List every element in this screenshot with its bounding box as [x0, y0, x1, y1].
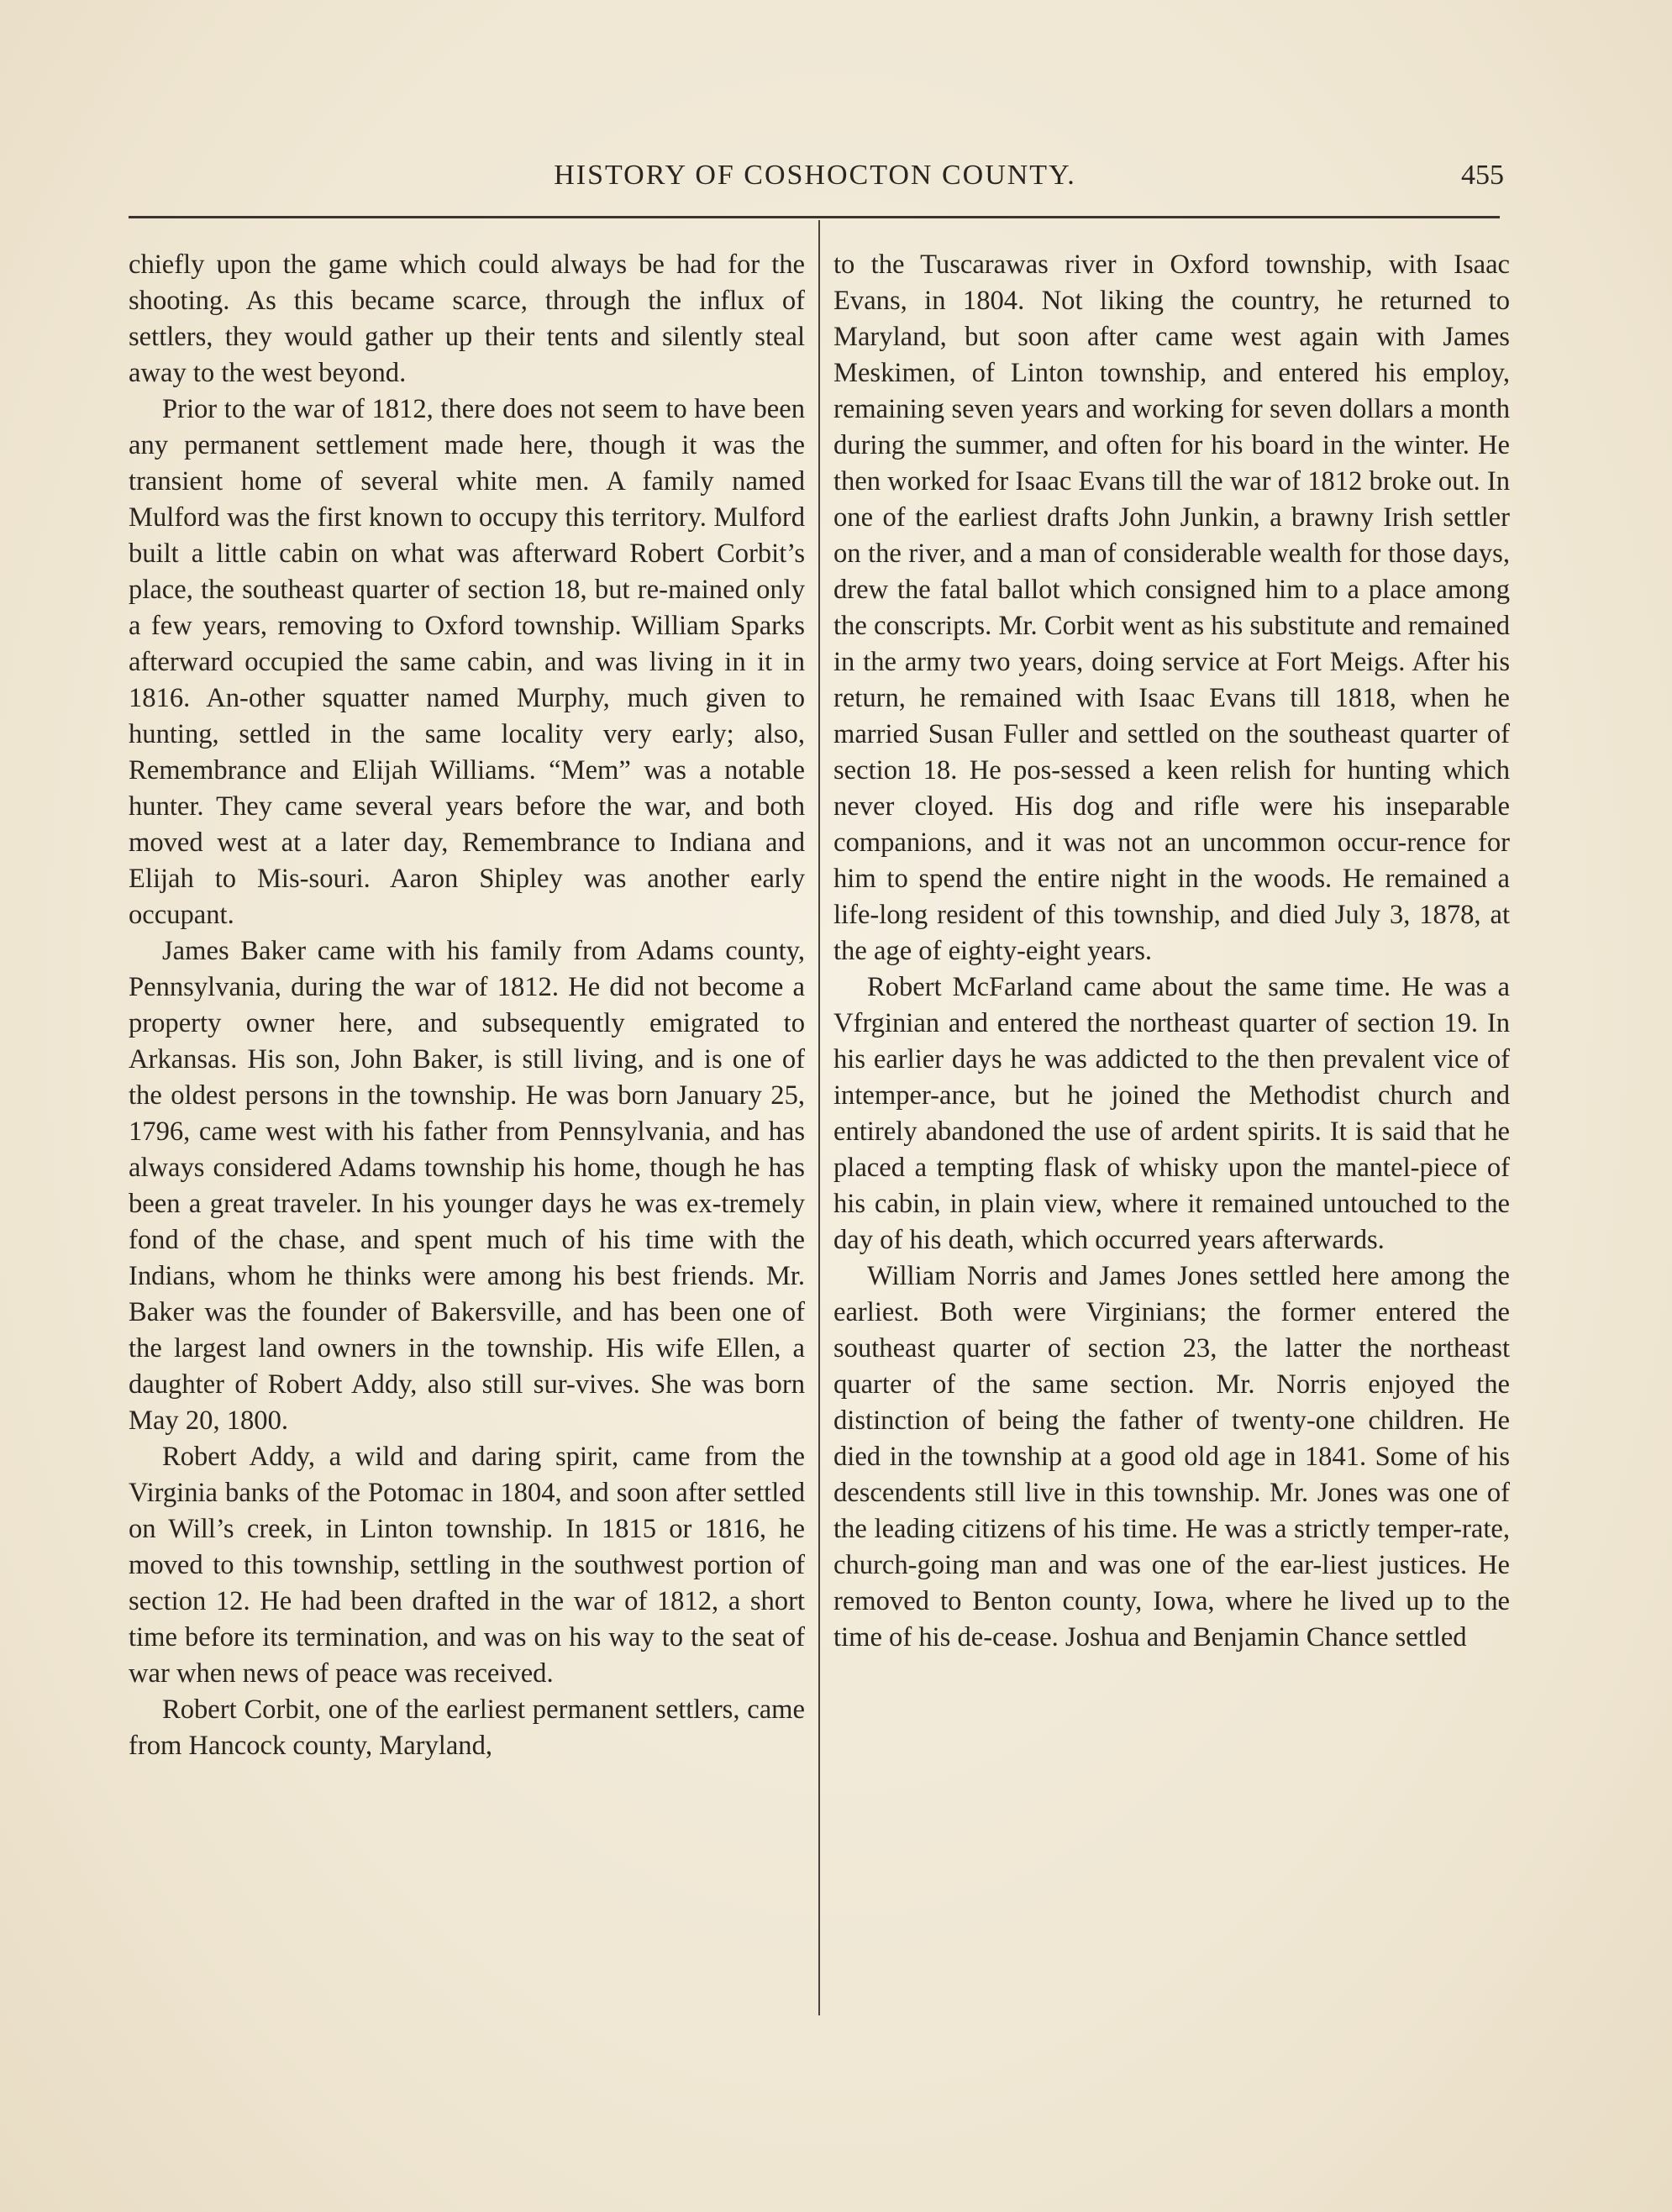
paragraph: chiefly upon the game which could always be had for the shooting. As this became scarce, through the influx of settlers, they would gather up their tents and silently steal away to the west beyond. [129, 250, 805, 388]
right-column [833, 247, 1510, 1656]
paragraph: to the Tuscarawas river in Oxford township, with Isaac Evans, in 1804. Not liking the country, he returned to Maryland, but soon after came west again with James Meskimen, of Linton township, and entered his employ, remaining seven years and working for seven dollars a month during the summer, and often for his board in the winter. He then worked for Isaac Evans till the war of 1812 broke out. In one of the earliest drafts John Junkin, a brawny Irish settler on the river, and a man of considerable wealth for those days, drew the fatal ballot which consigned him to a place among the conscripts. Mr. Corbit went as his substitute and remained in the army two years, doing service at Fort Meigs. After his return, he remained with Isaac Evans till 1818, when he married Susan Fuller and settled on the southeast quarter of section 18. He pos-sessed a keen relish for hunting which never cloyed. His dog and rifle were his inseparable companions, and it was not an uncommon occur-rence for him to spend the entire night in the woods. He remained a life-long resident of this township, and died July 3, 1878, at the age of eighty-eight years. [833, 250, 1510, 966]
page-title: HISTORY OF COSHOCTON COUNTY. [554, 160, 1076, 191]
column-divider [818, 220, 820, 2015]
paragraph: James Baker came with his family from Adams county, Pennsylvania, during the war of 1812. He did not become a property owner here, and subsequently emigrated to Arkansas. His son, John Baker, is still living, and is one of the oldest persons in the township. He was born January 25, 1796, came west with his father from Pennsylvania, and has always considered Adams township his home, though he has been a great traveler. In his younger days he was ex-tremely fond of the chase, and spent much of his time with the Indians, whom he thinks were among his best friends. Mr. Baker was the founder of Bakersville, and has been one of the largest land owners in the township. His wife Ellen, a daughter of Robert Addy, also still sur-vives. She was born May 20, 1800. [129, 936, 805, 1436]
left-column [129, 247, 805, 1764]
page-number: 455 [1461, 160, 1504, 191]
paragraph: Robert Corbit, one of the earliest permanent settlers, came from Hancock county, Maryland, [129, 1694, 805, 1761]
paragraph: William Norris and James Jones settled here among the earliest. Both were Virginians; the former entered the southeast quarter of section 23, the latter the northeast quarter of the same section. Mr. Norris enjoyed the distinction of being the father of twenty-one children. He died in the township at a good old age in 1841. Some of his descendents still live in this township. Mr. Jones was one of the leading citizens of his time. He was a strictly temper-rate, church-going man and was one of the ear-liest justices. He removed to Benton county, Iowa, where he lived up to the time of his de-cease. Joshua and Benjamin Chance settled [833, 1261, 1510, 1652]
paragraph: Robert McFarland came about the same time. He was a Vfrginian and entered the northeast quarter of section 19. In his earlier days he was addicted to the then prevalent vice of intemper-ance, but he joined the Methodist church and entirely abandoned the use of ardent spirits. It is said that he placed a tempting flask of whisky upon the mantel-piece of his cabin, in plain view, where it remained untouched to the day of his death, which occurred years afterwards. [833, 972, 1510, 1255]
paragraph: Robert Addy, a wild and daring spirit, came from the Virginia banks of the Potomac in 1804, and soon after settled on Will’s creek, in Linton township. In 1815 or 1816, he moved to this township, settling in the southwest portion of section 12. He had been drafted in the war of 1812, a short time before its termination, and was on his way to the seat of war when news of peace was received. [129, 1442, 805, 1689]
paragraph: Prior to the war of 1812, there does not seem to have been any permanent settlement made here, though it was the transient home of several white men. A family named Mulford was the first known to occupy this territory. Mulford built a little cabin on what was afterward Robert Corbit’s place, the southeast quarter of section 18, but re-mained only a few years, removing to Oxford township. William Sparks afterward occupied the same cabin, and was living in it in 1816. An-other squatter named Murphy, much given to hunting, settled in the same locality very early; also, Remembrance and Elijah Williams. “Mem” was a notable hunter. They came several years before the war, and both moved west at a later day, Remembrance to Indiana and Elijah to Mis-souri. Aaron Shipley was another early occupant. [129, 394, 805, 930]
header-rule [129, 216, 1500, 218]
running-header [126, 155, 1504, 197]
